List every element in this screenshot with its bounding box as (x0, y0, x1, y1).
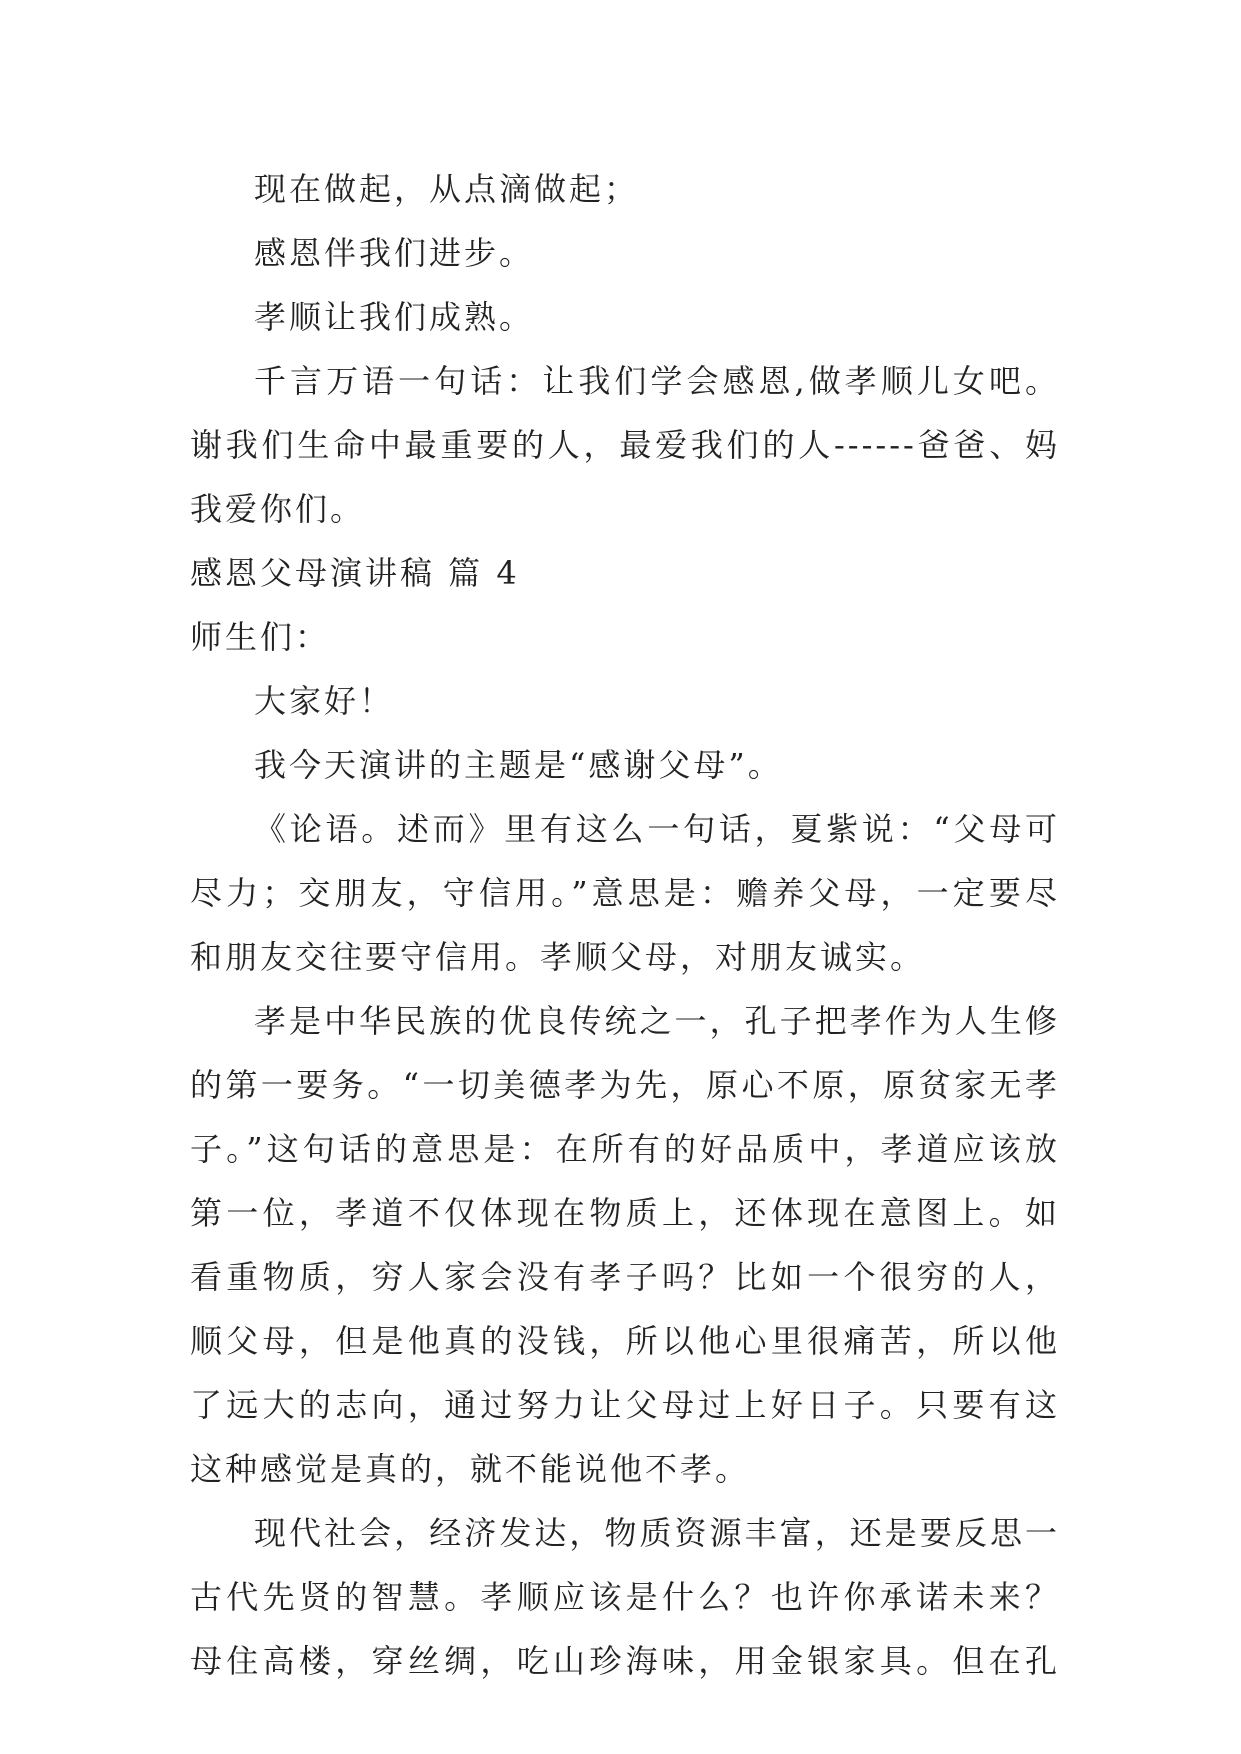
text-line: 古代先贤的智慧。孝顺应该是什么？也许你承诺未来？ (190, 1578, 1060, 1616)
document-body (190, 157, 1060, 1693)
text-line: 看重物质，穷人家会没有孝子吗？比如一个很穷的人， (190, 1258, 1060, 1296)
text-line: 子。”这句话的意思是：在所有的好品质中，孝道应该放 (190, 1130, 1060, 1168)
text-line: 《论语。述而》里有这么一句话，夏紫说：“父母可 (254, 810, 1060, 848)
text-line: 大家好！ (254, 682, 395, 720)
text-line: 我今天演讲的主题是“感谢父母”。 (254, 746, 783, 784)
text-line: 第一位，孝道不仅体现在物质上，还体现在意图上。如 (190, 1194, 1060, 1232)
section-heading: 感恩父母演讲稿 篇 4 (190, 554, 520, 592)
text-line: 千言万语一句话：让我们学会感恩,做孝顺儿女吧。 (254, 362, 1060, 400)
text-line: 现代社会，经济发达，物质资源丰富，还是要反思一 (254, 1514, 1060, 1552)
text-line: 感恩伴我们进步。 (254, 234, 535, 272)
text-line: 现在做起，从点滴做起； (254, 170, 640, 208)
text-line: 和朋友交往要守信用。孝顺父母，对朋友诚实。 (190, 938, 926, 976)
text-line: 母住高楼，穿丝绸，吃山珍海味，用金银家具。但在孔 (190, 1642, 1060, 1680)
text-line: 这种感觉是真的，就不能说他不孝。 (190, 1450, 751, 1488)
text-line: 尽力；交朋友，守信用。”意思是：赡养父母，一定要尽 (190, 874, 1060, 912)
text-line: 孝顺让我们成熟。 (254, 298, 535, 336)
text-line: 了远大的志向，通过努力让父母过上好日子。只要有这 (190, 1386, 1060, 1424)
salutation: 师生们： (190, 618, 331, 656)
text-line: 孝是中华民族的优良传统之一，孔子把孝作为人生修 (254, 1002, 1060, 1040)
text-line: 顺父母，但是他真的没钱，所以他心里很痛苦，所以他 (190, 1322, 1060, 1360)
text-line: 我爱你们。 (190, 490, 366, 528)
text-line: 谢我们生命中最重要的人，最爱我们的人------爸爸、妈 (190, 426, 1060, 464)
text-line: 的第一要务。“一切美德孝为先，原心不原，原贫家无孝 (190, 1066, 1060, 1104)
